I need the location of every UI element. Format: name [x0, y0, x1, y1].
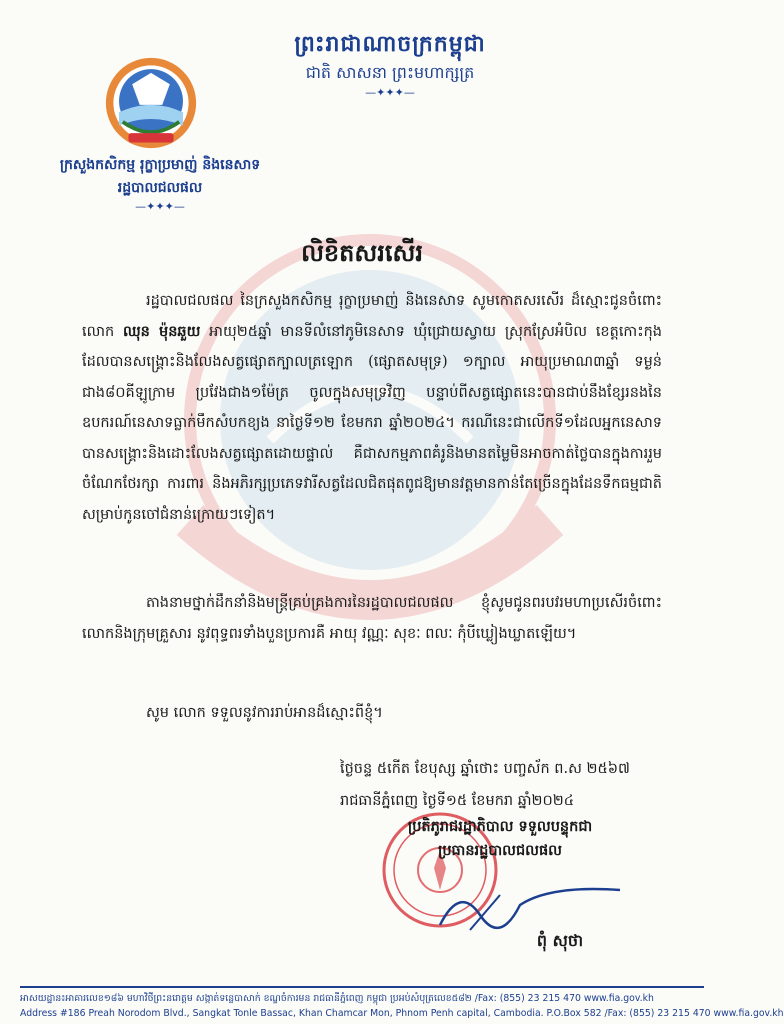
ministry-logo [104, 56, 198, 150]
paragraph-1 [82, 286, 662, 530]
place-date: រាជធានីភ្នំពេញ ថ្ងៃទី១៥ ខែមករា ឆ្នាំ២០២៤ [340, 793, 575, 809]
p1-text-a: រដ្ឋបាលជលផល នៃក្រសួងកសិកម្ម រុក្ខាប្រមាញ់ និងនេសាទ សូមកោតសរសើរ ដ៏ស្មោះជូនចំពោះ លោក [82, 293, 662, 340]
signatory-title: ប្រតិភូរាជរដ្ឋាភិបាល ទទួលបន្ទុកជា [407, 818, 593, 835]
ornament-divider: —✦✦✦— [365, 86, 415, 99]
p1-text-b: អាយុ២៥ឆ្នាំ មានទីលំនៅភូមិនេសាទ ឃុំជ្រោយស្វាយ ស្រុកស្រែអំបិល ខេត្តកោះកុង ដែលបានសង្គ្រោះនិងលែងសត្វផ្សោតក្បាលត្រឡោក (ផ្សោតសមុទ្រ) ១ក្បាល អាយុប្រមាណ៣ឆ្នាំ ទម្ងន់ជាង៨០គីឡូក្រាម ប្រវែងជាង១ម៉ែត្រ ចូលក្នុងសមុទ្រវិញ បន្ទាប់ពីសត្វផ្សោតនេះបានជាប់នឹងខ្សែរនងនៃឧបករណ៍នេសាទធ្លាក់មឹកសំបកខ្យង នាថ្ងៃទី១២ ខែមករា ឆ្នាំ២០២៤។ ករណីនេះជាលើកទី១ដែលអ្នកនេសាទបានសង្គ្រោះនិងដោះលែងសត្វផ្សោតដោយផ្ទាល់ គឺជាសកម្មភាពគំរូនិងមានតម្លៃមិនអាចកាត់ថ្លៃបានក្នុងការរួមចំណែកថែរក្សា ការពារ និងអភិរក្សប្រភេទវារីសត្វដែលជិតផុតពូជឱ្យមានវត្តមានកាន់តែច្រើនក្នុងដែនទឹកធម្មជាតិ សម្រាប់កូនចៅជំនាន់ក្រោយៗទៀត។ [82, 323, 663, 523]
handwritten-signature [430, 875, 630, 935]
administration-name: រដ្ឋបាលជលផល [117, 180, 203, 196]
footer-divider [20, 986, 704, 988]
paragraph-3: សូម លោក ទទួលនូវការរាប់អានដ៏ស្មោះពីខ្ញុំ។ [146, 705, 383, 721]
ministry-name: ក្រសួងកសិកម្ម រុក្ខាប្រមាញ់ និងនេសាទ [59, 157, 261, 173]
national-motto: ជាតិ សាសនា ព្រះមហាក្សត្រ [305, 63, 475, 82]
letter-title: លិខិតសរសើរ [301, 238, 423, 267]
lunar-date: ថ្ងៃចន្ទ ៥កើត ខែបុស្ស ឆ្នាំថោះ បញ្ចស័ក ព.ស ២៥៦៧ [340, 761, 630, 777]
kingdom-heading: ព្រះរាជាណាចក្រកម្ពុជា [294, 31, 486, 57]
signatory-name: ពុំ សុថា [536, 931, 584, 950]
footer-address-en: Address #186 Preah Norodom Blvd., Sangkat Tonle Bassac, Khan Chamcar Mon, Phnom Penh capital, Cambodia. P.O.Box 582 /Fax: (855) 23 215 470 www.fia.gov.kh [20, 1008, 784, 1019]
paragraph-2: តាងនាមថ្នាក់ដឹកនាំនិងមន្ត្រីគ្រប់គ្រងការនៃរដ្ឋបាលជលផល ខ្ញុំសូមជូនពរបវរមហាប្រសើរចំពោះលោកនិងក្រុមគ្រួសារ នូវពុទ្ធពរទាំងបួនប្រការគឺ អាយុ វណ្ណៈ សុខៈ ពលៈ កុំបីឃ្លៀងឃ្លាតឡើយ។ [82, 595, 662, 642]
ornament-divider-2: —✦✦✦— [135, 200, 185, 213]
signatory-role: ប្រធានរដ្ឋបាលជលផល [438, 842, 562, 859]
footer-address-kh: អាសយដ្ឋាន៖អាគារលេខ១៨៦ មហាវិថីព្រះនរោត្តម សង្កាត់ទន្លេបាសាក់ ខណ្ឌចំការមន រាជធានីភ្នំពេញ កម្ពុជា ប្រអប់សំបុត្រលេខ៥៨២ /Fax: (855) 23 215 470 www.fia.gov.kh [20, 993, 654, 1004]
honoree-name: ឈុន ម៉ុនឆួយ [122, 322, 201, 340]
